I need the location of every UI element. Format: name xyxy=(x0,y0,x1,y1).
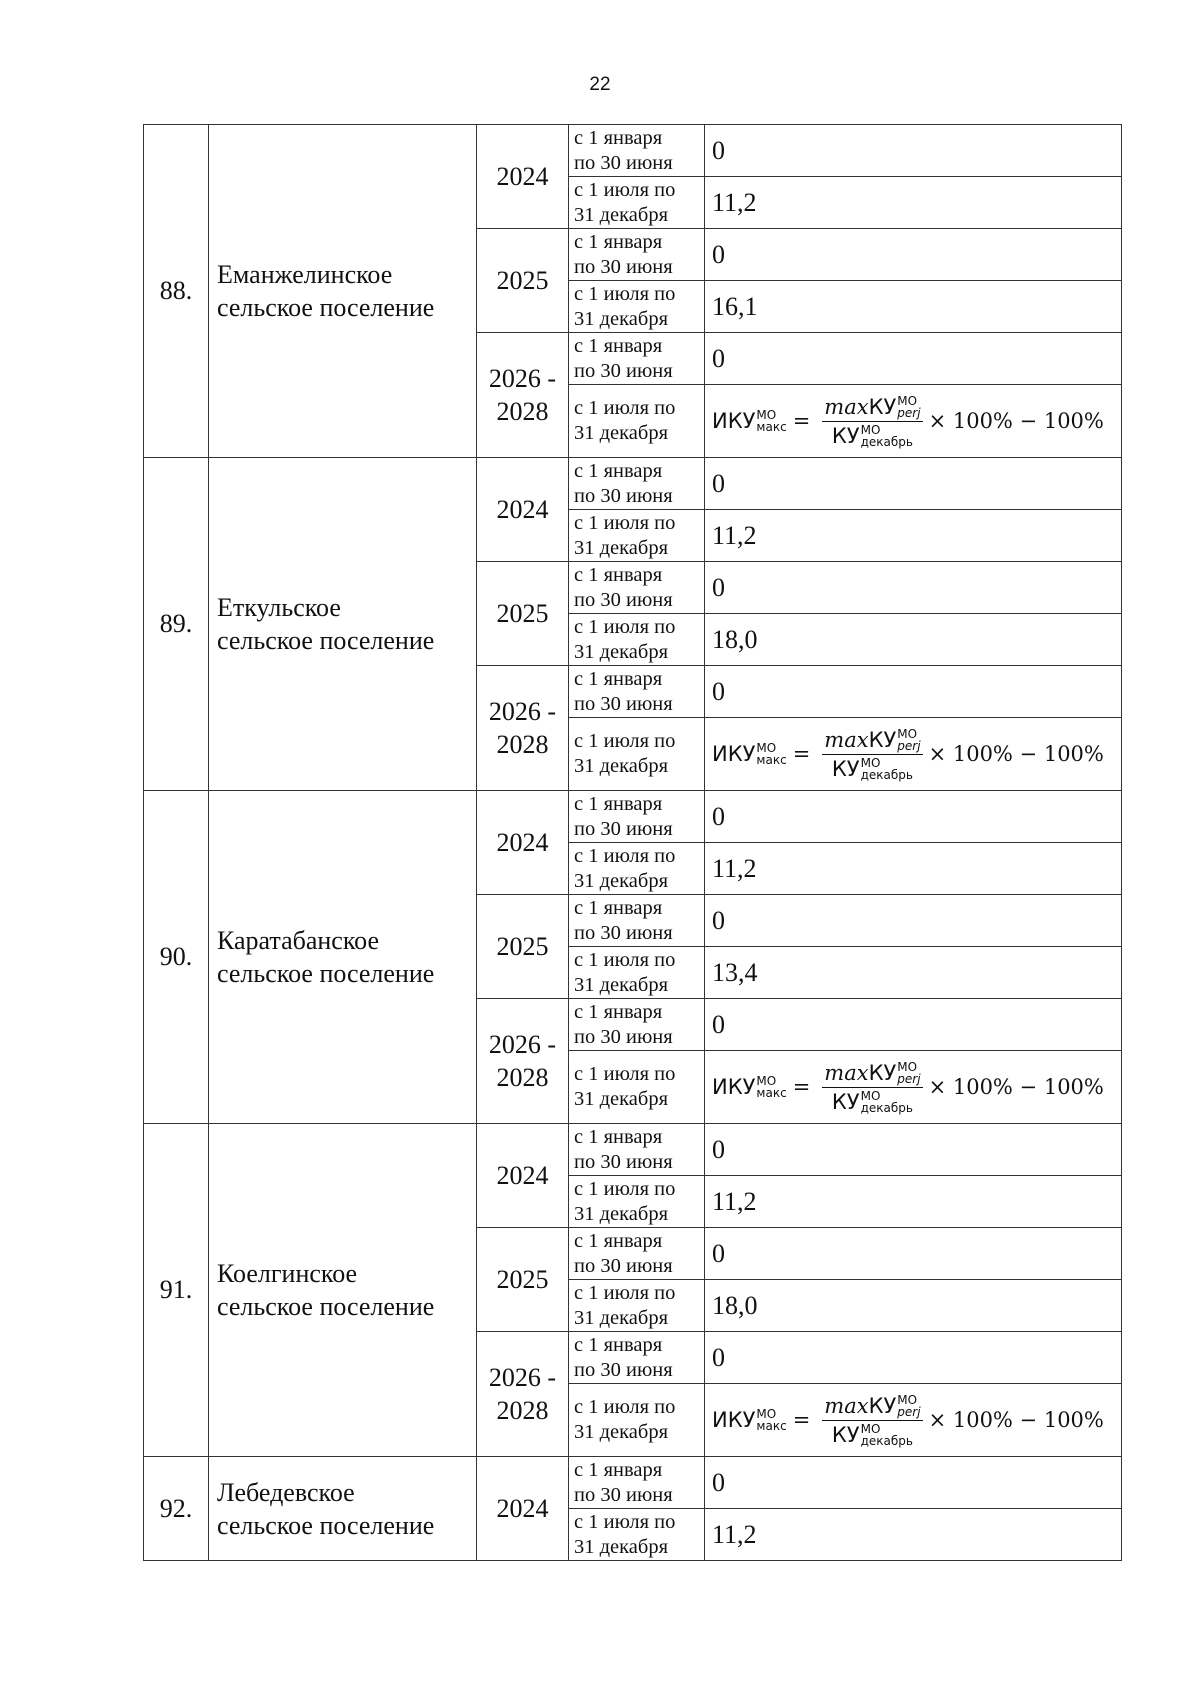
year-line: 2028 xyxy=(496,1063,549,1092)
formula-equals: = xyxy=(792,409,811,433)
index-formula-cell xyxy=(705,385,1122,458)
settlement-name xyxy=(209,458,477,791)
row-number: 90. xyxy=(144,791,209,1124)
period-second-half xyxy=(569,614,705,666)
period-line: с 1 января xyxy=(574,667,663,690)
formula-fraction xyxy=(822,1061,922,1114)
year-line: 2025 xyxy=(496,1265,549,1294)
index-value: 0 xyxy=(705,333,1122,385)
sup-sub xyxy=(756,409,786,433)
period-line: 31 декабря xyxy=(574,1421,669,1443)
superscript: МО xyxy=(897,726,918,741)
settlement-name xyxy=(209,125,477,458)
formula-den-main: КУ xyxy=(831,756,860,781)
subscript: макс xyxy=(756,420,787,434)
subscript: декабрь xyxy=(860,1100,913,1115)
period-second-half xyxy=(569,947,705,999)
formula-denominator xyxy=(832,1088,913,1114)
period-first-half xyxy=(569,562,705,614)
year-cell xyxy=(477,1228,569,1332)
subscript: декабрь xyxy=(860,434,913,449)
period-line: 31 декабря xyxy=(574,1202,669,1225)
formula-denominator xyxy=(832,755,913,781)
formula-fraction xyxy=(822,395,922,448)
settlement-name-line: Каратабанское xyxy=(217,926,380,955)
period-line: с 1 июля по xyxy=(574,1063,676,1085)
period-line: 31 декабря xyxy=(574,422,669,444)
sup-sub xyxy=(756,1408,786,1432)
period-line: с 1 июля по xyxy=(574,178,676,201)
formula-den-main: КУ xyxy=(831,1422,860,1447)
period-line: с 1 июля по xyxy=(574,1281,676,1304)
period-line: 31 декабря xyxy=(574,973,669,996)
formula-den-main: КУ xyxy=(831,1089,860,1114)
settlement-name-line: сельское поселение xyxy=(217,626,435,655)
index-value: 0 xyxy=(705,666,1122,718)
sup-sub xyxy=(861,757,913,781)
subscript: макс xyxy=(756,1086,787,1100)
sup-sub xyxy=(861,1423,913,1447)
period-line: с 1 января xyxy=(574,334,663,357)
index-value: 0 xyxy=(705,1332,1122,1384)
year-cell xyxy=(477,333,569,458)
period-second-half xyxy=(569,281,705,333)
year-line: 2025 xyxy=(496,266,549,295)
period-line: с 1 января xyxy=(574,1458,663,1481)
year-line: 2028 xyxy=(496,1396,549,1425)
period-line: с 1 января xyxy=(574,1229,663,1252)
index-formula-cell xyxy=(705,1384,1122,1457)
index-value: 0 xyxy=(705,125,1122,177)
formula-fraction xyxy=(822,1394,922,1447)
subscript: макс xyxy=(756,1419,787,1433)
period-line: 31 декабря xyxy=(574,755,669,777)
year-cell xyxy=(477,895,569,999)
sup-sub xyxy=(897,1394,920,1418)
period-line: по 30 июня xyxy=(574,692,673,715)
period-first-half xyxy=(569,1457,705,1509)
settlement-name xyxy=(209,791,477,1124)
period-second-half xyxy=(569,1051,705,1124)
year-cell xyxy=(477,458,569,562)
formula-tail: × 100% − 100% xyxy=(928,1408,1104,1432)
index-value: 0 xyxy=(705,229,1122,281)
period-first-half xyxy=(569,791,705,843)
year-cell xyxy=(477,229,569,333)
sup-sub xyxy=(897,1061,920,1085)
period-line: с 1 января xyxy=(574,1125,663,1148)
period-line: по 30 июня xyxy=(574,151,673,174)
period-line: с 1 июля по xyxy=(574,615,676,638)
formula-max: max xyxy=(824,1393,869,1418)
formula-numerator xyxy=(822,728,922,755)
period-line: с 1 января xyxy=(574,1333,663,1356)
index-value: 0 xyxy=(705,895,1122,947)
formula-num-main: КУ xyxy=(868,1393,897,1418)
subscript: perj xyxy=(897,1404,921,1419)
formula-lhs: ИКУ xyxy=(712,1075,756,1099)
index-value: 11,2 xyxy=(705,1176,1122,1228)
year-cell xyxy=(477,1124,569,1228)
formula-lhs: ИКУ xyxy=(712,409,756,433)
formula xyxy=(712,728,1121,781)
formula-numerator xyxy=(822,395,922,422)
superscript: МО xyxy=(860,755,881,770)
period-first-half xyxy=(569,895,705,947)
period-line: 31 декабря xyxy=(574,869,669,892)
year-line: 2026 - xyxy=(488,697,557,726)
period-line: с 1 января xyxy=(574,126,663,149)
year-line: 2025 xyxy=(496,599,549,628)
formula-den-main: КУ xyxy=(831,423,860,448)
period-line: с 1 июля по xyxy=(574,948,676,971)
period-line: с 1 января xyxy=(574,230,663,253)
period-line: с 1 июля по xyxy=(574,511,676,534)
index-value: 11,2 xyxy=(705,510,1122,562)
period-first-half xyxy=(569,1332,705,1384)
sup-sub xyxy=(861,424,913,448)
formula xyxy=(712,1061,1121,1114)
period-second-half xyxy=(569,718,705,791)
subscript: декабрь xyxy=(860,767,913,782)
formula-lhs: ИКУ xyxy=(712,742,756,766)
formula-lhs: ИКУ xyxy=(712,1408,756,1432)
formula-num-main: КУ xyxy=(868,727,897,752)
settlement-name-line: сельское поселение xyxy=(217,1292,435,1321)
period-line: с 1 января xyxy=(574,563,663,586)
row-number: 89. xyxy=(144,458,209,791)
period-first-half xyxy=(569,1124,705,1176)
period-line: 31 декабря xyxy=(574,640,669,663)
period-line: 31 декабря xyxy=(574,536,669,559)
period-first-half xyxy=(569,125,705,177)
formula-equals: = xyxy=(792,742,811,766)
superscript: МО xyxy=(897,393,918,408)
settlement-name xyxy=(209,1124,477,1457)
period-second-half xyxy=(569,385,705,458)
year-cell xyxy=(477,125,569,229)
period-first-half xyxy=(569,458,705,510)
period-line: с 1 июля по xyxy=(574,282,676,305)
index-value: 0 xyxy=(705,1228,1122,1280)
superscript: МО xyxy=(897,1392,918,1407)
year-cell xyxy=(477,999,569,1124)
period-first-half xyxy=(569,666,705,718)
year-line: 2026 - xyxy=(488,364,557,393)
settlement-name-line: сельское поселение xyxy=(217,1510,435,1540)
period-line: 31 декабря xyxy=(574,203,669,226)
subscript: perj xyxy=(897,738,921,753)
formula xyxy=(712,395,1121,448)
superscript: МО xyxy=(756,408,777,422)
table-body xyxy=(144,125,1122,1561)
superscript: МО xyxy=(897,1059,918,1074)
period-line: с 1 июля по xyxy=(574,1396,676,1418)
year-line: 2026 - xyxy=(488,1363,557,1392)
formula-tail: × 100% − 100% xyxy=(928,742,1104,766)
year-cell xyxy=(477,666,569,791)
period-line: с 1 июля по xyxy=(574,730,676,752)
superscript: МО xyxy=(756,741,777,755)
formula-equals: = xyxy=(792,1075,811,1099)
table-row xyxy=(144,1124,1122,1176)
period-line: по 30 июня xyxy=(574,359,673,382)
formula-fraction xyxy=(822,728,922,781)
settlement-name-line: Еткульское xyxy=(217,593,341,622)
table-row xyxy=(144,125,1122,177)
period-line: с 1 января xyxy=(574,1000,663,1023)
formula-numerator xyxy=(822,1061,922,1088)
period-line: 31 декабря xyxy=(574,1306,669,1329)
sup-sub xyxy=(861,1090,913,1114)
settlement-name-line: Лебедевское xyxy=(217,1477,355,1507)
period-line: по 30 июня xyxy=(574,255,673,278)
period-line: по 30 июня xyxy=(574,484,673,507)
settlement-name-line: сельское поселение xyxy=(217,293,435,322)
index-value: 0 xyxy=(705,1124,1122,1176)
period-line: с 1 июля по xyxy=(574,397,676,419)
settlement-name-line: Еманжелинское xyxy=(217,260,393,289)
period-line: по 30 июня xyxy=(574,588,673,611)
period-line: по 30 июня xyxy=(574,921,673,944)
period-line: по 30 июня xyxy=(574,817,673,840)
index-formula-cell xyxy=(705,718,1122,791)
settlement-name-line: Коелгинское xyxy=(217,1259,358,1288)
table-row xyxy=(144,791,1122,843)
index-value: 0 xyxy=(705,999,1122,1051)
settlement-name xyxy=(209,1457,477,1561)
subscript: макс xyxy=(756,753,787,767)
index-value: 0 xyxy=(705,1457,1122,1509)
index-value: 0 xyxy=(705,458,1122,510)
superscript: МО xyxy=(756,1074,777,1088)
period-first-half xyxy=(569,229,705,281)
sup-sub xyxy=(897,728,920,752)
period-line: 31 декабря xyxy=(574,1088,669,1110)
year-line: 2024 xyxy=(496,1161,549,1190)
period-line: по 30 июня xyxy=(574,1483,673,1506)
period-line: с 1 января xyxy=(574,792,663,815)
period-line: с 1 января xyxy=(574,896,663,919)
period-first-half xyxy=(569,999,705,1051)
period-line: по 30 июня xyxy=(574,1025,673,1048)
period-line: с 1 июля по xyxy=(574,844,676,867)
formula-denominator xyxy=(832,422,913,448)
period-line: с 1 июля по xyxy=(574,1510,676,1533)
superscript: МО xyxy=(860,1421,881,1436)
index-value: 13,4 xyxy=(705,947,1122,999)
period-second-half xyxy=(569,177,705,229)
index-value: 11,2 xyxy=(705,177,1122,229)
year-line: 2028 xyxy=(496,730,549,759)
superscript: МО xyxy=(860,422,881,437)
formula-num-main: КУ xyxy=(868,1060,897,1085)
period-line: с 1 января xyxy=(574,459,663,482)
year-line: 2026 - xyxy=(488,1030,557,1059)
sup-sub xyxy=(897,395,920,419)
page-number: 22 xyxy=(589,74,611,95)
period-second-half xyxy=(569,843,705,895)
tariff-index-table xyxy=(143,124,1122,1561)
period-second-half xyxy=(569,1280,705,1332)
period-line: по 30 июня xyxy=(574,1150,673,1173)
year-cell xyxy=(477,1457,569,1561)
year-cell xyxy=(477,791,569,895)
year-cell xyxy=(477,562,569,666)
table-row xyxy=(144,1457,1122,1509)
index-value: 11,2 xyxy=(705,843,1122,895)
sup-sub xyxy=(756,1075,786,1099)
period-second-half xyxy=(569,1176,705,1228)
year-line: 2024 xyxy=(496,495,549,524)
period-line: 31 декабря xyxy=(574,1535,669,1558)
period-first-half xyxy=(569,1228,705,1280)
row-number: 88. xyxy=(144,125,209,458)
period-line: по 30 июня xyxy=(574,1254,673,1277)
row-number: 92. xyxy=(144,1457,209,1561)
period-line: с 1 июля по xyxy=(574,1177,676,1200)
formula-tail: × 100% − 100% xyxy=(928,409,1104,433)
period-first-half xyxy=(569,333,705,385)
period-line: по 30 июня xyxy=(574,1358,673,1381)
year-line: 2028 xyxy=(496,397,549,426)
index-value: 18,0 xyxy=(705,1280,1122,1332)
formula-max: max xyxy=(824,394,869,419)
index-value: 16,1 xyxy=(705,281,1122,333)
year-line: 2024 xyxy=(496,1494,549,1523)
subscript: perj xyxy=(897,1071,921,1086)
table-row xyxy=(144,458,1122,510)
year-cell xyxy=(477,1332,569,1457)
year-line: 2024 xyxy=(496,162,549,191)
index-value: 11,2 xyxy=(705,1509,1122,1561)
period-second-half xyxy=(569,510,705,562)
formula-max: max xyxy=(824,1060,869,1085)
formula-numerator xyxy=(822,1394,922,1421)
formula-equals: = xyxy=(792,1408,811,1432)
formula-num-main: КУ xyxy=(868,394,897,419)
period-second-half xyxy=(569,1384,705,1457)
index-value: 18,0 xyxy=(705,614,1122,666)
index-value: 0 xyxy=(705,562,1122,614)
index-formula-cell xyxy=(705,1051,1122,1124)
formula-denominator xyxy=(832,1421,913,1447)
formula xyxy=(712,1394,1121,1447)
formula-tail: × 100% − 100% xyxy=(928,1075,1104,1099)
formula-max: max xyxy=(824,727,869,752)
period-second-half xyxy=(569,1509,705,1561)
period-line: 31 декабря xyxy=(574,307,669,330)
year-line: 2024 xyxy=(496,828,549,857)
settlement-name-line: сельское поселение xyxy=(217,959,435,988)
row-number: 91. xyxy=(144,1124,209,1457)
subscript: perj xyxy=(897,405,921,420)
index-value: 0 xyxy=(705,791,1122,843)
superscript: МО xyxy=(860,1088,881,1103)
sup-sub xyxy=(756,742,786,766)
superscript: МО xyxy=(756,1407,777,1421)
year-line: 2025 xyxy=(496,932,549,961)
subscript: декабрь xyxy=(860,1433,913,1448)
